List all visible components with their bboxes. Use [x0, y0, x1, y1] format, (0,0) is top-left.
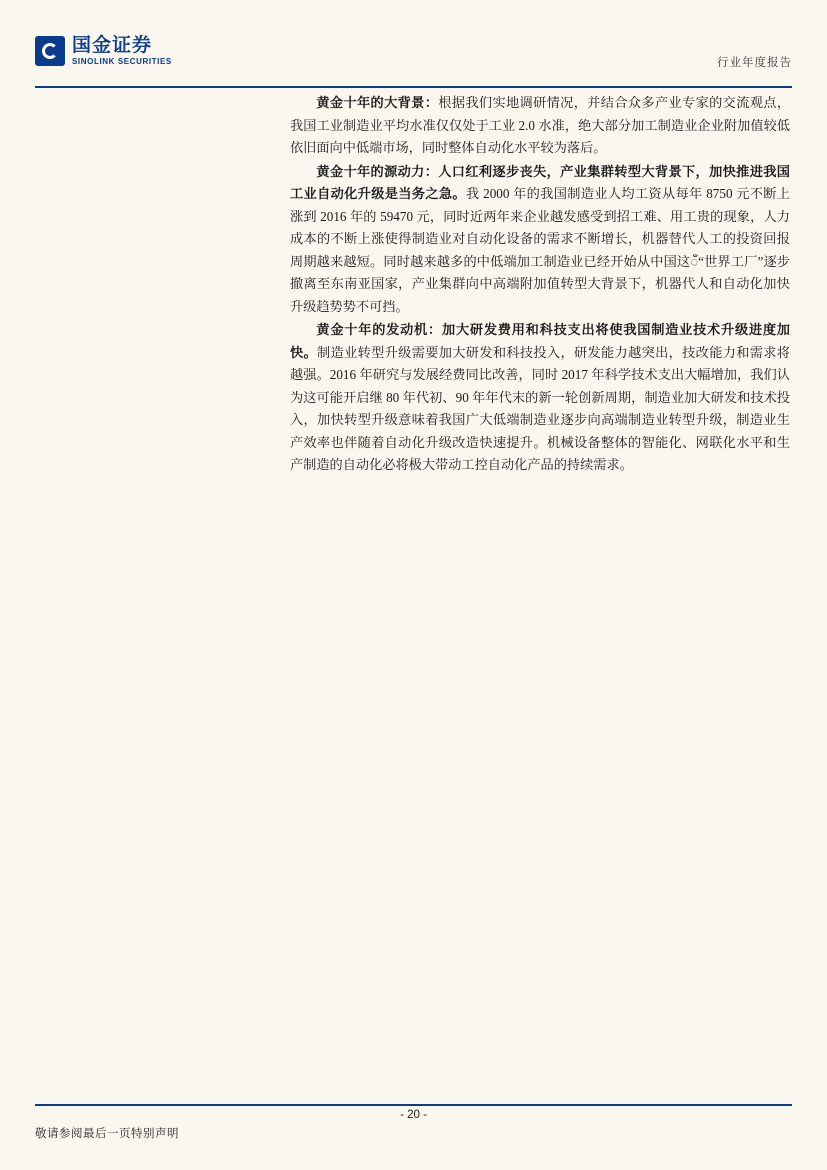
report-type-label: 行业年度报告: [717, 57, 792, 69]
paragraph-2: [290, 161, 790, 319]
paragraph-2-text: 我 2000 年的我国制造业人均工资从每年 8750 元不断上涨到 2016 年的 59470 元，同时近两年来企业越发感受到招工难、用工贵的现象，人力成本的不断上涨使得制造业对自动化设备的需求不断增长，机器替代人工的投资回报周期越来越短。同时越来越多的中低端加工制造业已经开始从中国这ँ“世界工厂”逐步撤离至东南亚国家，产业集群向中高端附加值转型大背景下，机器代人和自动化加快升级趋势势不可挡。: [290, 186, 791, 314]
paragraph-2-lead: 黄金十年的源动力：人口红利逐步丧失，产业集群转型大背景下，加快推进我国工业自动化升级是当务之急。: [290, 163, 790, 201]
company-logo: [35, 36, 172, 66]
sinolink-logo-icon: [35, 36, 65, 66]
paragraph-1: [290, 92, 790, 160]
paragraph-3-text: 制造业转型升级需要加大研发和科技投入，研发能力越突出，技改能力和需求将越强。2016 年研究与发展经费同比改善，同时 2017 年科学技术支出大幅增加，我们认为这可能开启继 80 年代初、90 年年代末的新一轮创新周期，制造业加大研发和技术投入，加快转型升级意味着我国广大低端制造业逐步向高端制造业转型升级，制造业生产效率也伴随着自动化升级改造快速提升。机械设备整体的智能化、网联化水平和生产制造的自动化必将极大带动工控自动化产品的持续需求。: [290, 344, 790, 472]
logo-english-name: SINOLINK SECURITIES: [72, 56, 172, 66]
paragraph-3: [290, 319, 790, 477]
page-header: [35, 36, 792, 82]
footer-divider: [35, 1104, 792, 1106]
logo-text-block: [72, 36, 172, 66]
page-number: - 20 -: [400, 1109, 427, 1121]
paragraph-3-lead: 黄金十年的发动机：加大研发费用和科技支出将使我国制造业技术升级进度加快。: [290, 322, 790, 360]
logo-chinese-name: 国金证券: [72, 35, 153, 56]
header-divider: [35, 86, 792, 88]
paragraph-1-lead: 黄金十年的大背景：: [316, 95, 439, 110]
paragraph-1-text: 根据我们实地调研情况，并结合众多产业专家的交流观点，我国工业制造业平均水准仅仅处于工业 2.0 水准，绝大部分加工制造业企业附加值较低依旧面向中低端市场，同时整体自动化水平较为落后。: [290, 95, 791, 155]
document-body: [290, 92, 790, 478]
footer-disclaimer: 敬请参阅最后一页特别声明: [35, 1128, 179, 1140]
